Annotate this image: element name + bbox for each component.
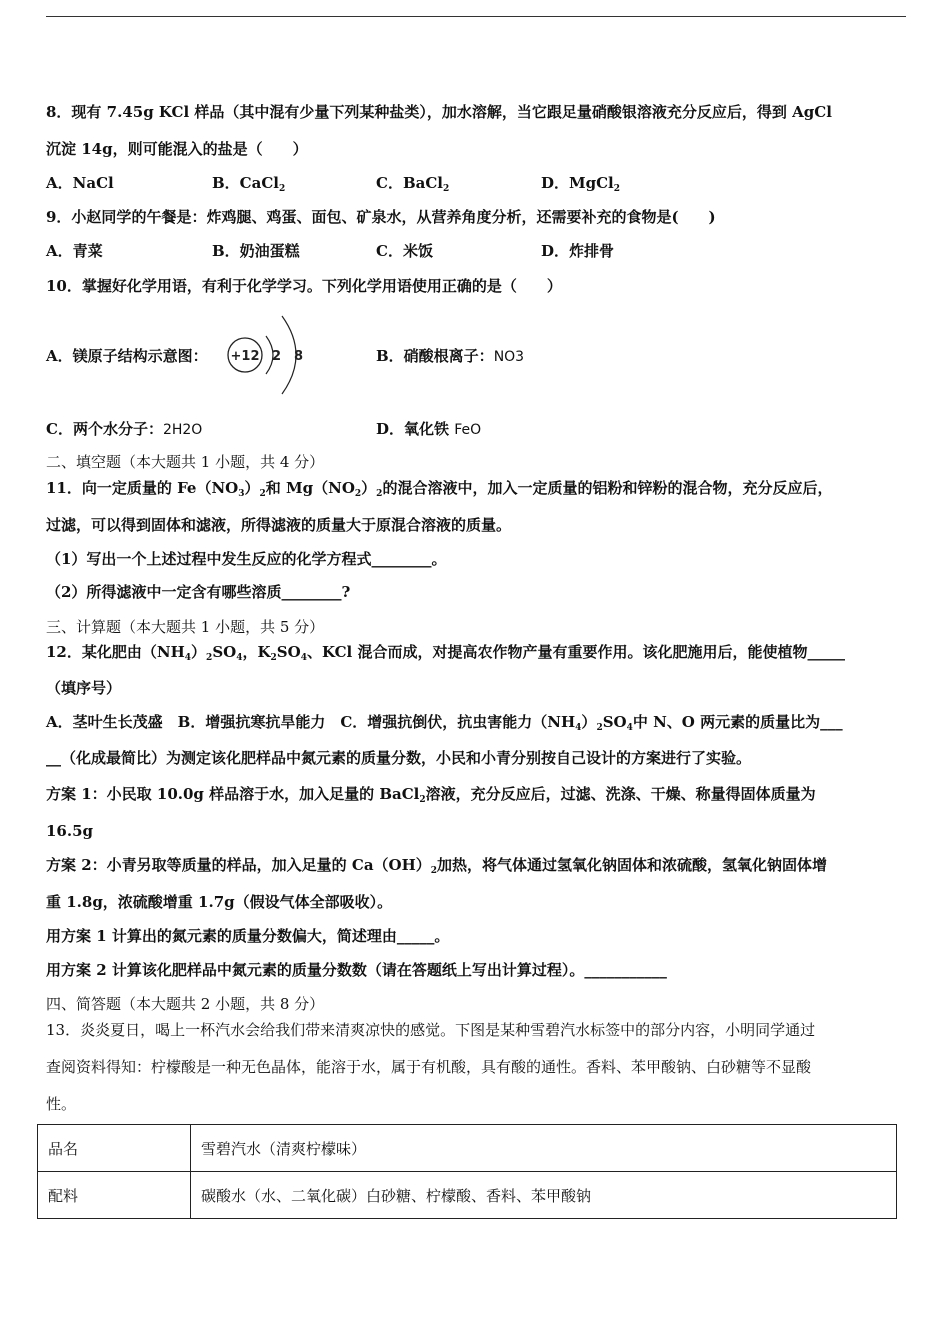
q12-options-line: A．茎叶生长茂盛 B．增强抗寒抗旱能力 C．增强抗倒伏，抗虫害能力$(NH_4)_2SO_4$中 N、O 两元素的质量比为___: [46, 713, 843, 733]
q10-option-b: B．硝酸根离子：NO3: [376, 347, 525, 365]
q8-stem-line2: 沉淀 14g，则可能混入的盐是（ ）: [46, 140, 308, 158]
q9-option-b: B．奶油蛋糕: [212, 242, 300, 260]
section-2-heading: 二、填空题（本大题共 1 小题，共 4 分）: [46, 453, 325, 471]
magnesium-atom-diagram: [224, 312, 308, 398]
q13-stem-line2: 查阅资料得知：柠檬酸是一种无色晶体，能溶于水，属于有机酸，具有酸的通性。香料、苯甲酸钠、白砂糖等不显酸: [46, 1058, 812, 1076]
table-value-cell: 碳酸水（水、二氧化碳）白砂糖、柠檬酸、香料、苯甲酸钠: [191, 1172, 897, 1219]
q12-plan-1-line2: 16.5g: [46, 822, 94, 840]
q11-part-2: （2）所得滤液中一定含有哪些溶质________?: [46, 583, 351, 601]
q12-stem-line1: 12．某化肥由$(NH_4)_2SO_4$，$K_2SO_4$、KCl 混合而成，对提高农作物产量有重要作用。该化肥施用后，能使植物_____: [46, 643, 845, 663]
iron-oxide-formula: FeO: [454, 422, 482, 438]
section-4-heading: 四、简答题（本大题共 2 小题，共 8 分）: [46, 995, 325, 1013]
table-row: [38, 1172, 897, 1219]
q8-option-b: B．CaCl$_2$: [212, 174, 286, 194]
q8-option-d: D．MgCl$_2$: [541, 174, 621, 194]
q9-stem: 9．小赵同学的午餐是：炸鸡腿、鸡蛋、面包、矿泉水，从营养角度分析，还需要补充的食物是( ): [46, 208, 716, 226]
table-row: [38, 1125, 897, 1172]
q9-option-d: D．炸排骨: [541, 242, 615, 260]
q12-stem-line4: __（化成最简比）为测定该化肥样品中氮元素的质量分数，小民和小青分别按自己设计的方案进行了实验。: [46, 749, 752, 767]
water-formula: 2H2O: [162, 422, 203, 438]
shell-2-count: 8: [294, 349, 304, 364]
q10-option-a-label: A．镁原子结构示意图：: [46, 347, 208, 365]
q9-option-c: C．米饭: [376, 242, 433, 260]
q12-plan-2-line1: 方案 2：小青另取等质量的样品，加入足量的 $Ca(OH)_2$加热，将气体通过氢氧化钠固体和浓硫酸，氢氧化钠固体增: [46, 856, 828, 876]
table-key-cell: 品名: [38, 1125, 191, 1172]
q8-option-c: C．BaCl$_2$: [376, 174, 450, 194]
q12-question-1: 用方案 1 计算出的氮元素的质量分数偏大，简述理由_____。: [46, 927, 450, 945]
q12-question-2: 用方案 2 计算该化肥样品中氮元素的质量分数数（请在答题纸上写出计算过程）。___________: [46, 961, 667, 979]
nitrate-formula: NO3: [493, 349, 525, 365]
q13-stem-line3: 性。: [46, 1095, 77, 1113]
nucleus-charge: +12: [230, 349, 260, 364]
q8-stem-line1: 8．现有 7.45g KCl 样品（其中混有少量下列某种盐类），加水溶解，当它跟足量硝酸银溶液充分反应后，得到 AgCl: [46, 103, 832, 121]
shell-1-count: 2: [272, 349, 282, 364]
header-rule: [46, 16, 906, 17]
q13-stem-line1: 13．炎炎夏日，喝上一杯汽水会给我们带来清爽凉快的感觉。下图是某种雪碧汽水标签中的部分内容，小明同学通过: [46, 1021, 816, 1039]
section-3-heading: 三、计算题（本大题共 1 小题，共 5 分）: [46, 618, 325, 636]
q10-option-d: D．氧化铁 FeO: [376, 420, 482, 438]
table-value-cell: 雪碧汽水（清爽柠檬味）: [191, 1125, 897, 1172]
table-key-cell: 配料: [38, 1172, 191, 1219]
q10-option-c: C．两个水分子：2H2O: [46, 420, 203, 438]
q12-stem-line2: （填序号）: [46, 679, 122, 697]
q12-plan-1-line1: 方案 1：小民取 10.0g 样品溶于水，加入足量的 BaCl$_2$溶液，充分反应后，过滤、洗涤、干燥、称量得固体质量为: [46, 785, 816, 805]
q9-option-a: A．青菜: [46, 242, 103, 260]
q12-plan-2-line2: 重 1.8g，浓硫酸增重 1.7g（假设气体全部吸收）。: [46, 893, 393, 911]
q11-stem-line1: 11．向一定质量的 $Fe(NO_3)_2$和 $Mg(NO_2)_2$的混合溶液中，加入一定质量的铝粉和锌粉的混合物，充分反应后，: [46, 479, 833, 499]
sprite-label-table: [37, 1124, 897, 1219]
q11-part-1: （1）写出一个上述过程中发生反应的化学方程式________。: [46, 550, 447, 568]
q10-stem: 10．掌握好化学用语，有利于化学学习。下列化学用语使用正确的是（ ）: [46, 277, 562, 295]
q8-option-a: A．NaCl: [46, 174, 114, 192]
q11-stem-line2: 过滤，可以得到固体和滤液，所得滤液的质量大于原混合溶液的质量。: [46, 516, 512, 534]
